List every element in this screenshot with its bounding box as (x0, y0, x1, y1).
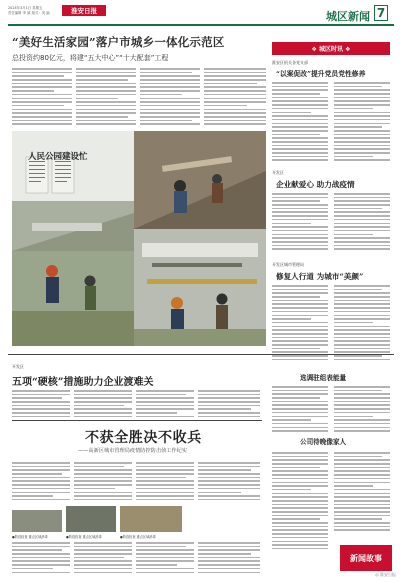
sidebar-kicker-2: 开发区 (272, 170, 284, 175)
sidebar-headline-2: 企业献爱心 助力战疫情 (276, 180, 355, 189)
lead-text-col-1 (12, 68, 72, 127)
right-text-col-2 (334, 386, 390, 434)
feature-subhead: ——高新区城市管理局疫情防控防击侦工作纪实 (78, 448, 187, 454)
sidebar-headline-1: “以案促改”提升党员党性修养 (276, 70, 366, 78)
feature-headline: 不获全胜决不收兵 (85, 430, 202, 446)
sidebar-headline-3: 修复人行道 为城市“美颜” (276, 272, 364, 281)
sidebar-text-col-3 (272, 193, 328, 252)
lower-kicker: 开发区 (12, 364, 24, 369)
sidebar-text-col-6 (334, 285, 390, 362)
right-headline-2: 公司待晚像家人 (300, 438, 347, 446)
feature-text-col-7 (136, 542, 194, 575)
right-text-col-4 (334, 452, 390, 533)
sidebar-text-col-4 (334, 193, 390, 252)
lower-text-col-4 (198, 390, 260, 423)
sidebar-kicker-1: 淮安区机关各党支部 (272, 60, 308, 65)
lower-text-col-3 (136, 390, 194, 423)
sidebar-text-col-2 (334, 82, 390, 163)
lead-text-col-4 (204, 68, 266, 127)
editor-line: 责任编辑 李 斌 版式：美 编 (8, 11, 50, 15)
feature-photo-caption-1: ●防疫检查 重点区域消毒 (12, 535, 48, 539)
lead-headline: “美好生活家园”落户市城乡一体化示范区 (12, 35, 225, 49)
page-number: 7 (374, 5, 388, 21)
date-line: 2024年3月1日 星期五 责任编辑 李 斌 版式：美 编 (8, 6, 50, 15)
lead-text-col-2 (76, 68, 136, 127)
sidebar-text-col-1 (272, 82, 328, 163)
right-headline-1: 选调驻组表能量 (300, 374, 347, 382)
section-title: 城区新闻 (326, 10, 370, 23)
lower-text-col-1 (12, 390, 70, 423)
feature-photo-1 (12, 510, 62, 532)
feature-text-col-5 (12, 542, 70, 575)
right-text-col-1 (272, 386, 328, 434)
section-divider (8, 354, 394, 355)
park-construction-photo (12, 131, 266, 346)
lower-text-col-2 (74, 390, 132, 423)
lower-divider (12, 420, 262, 421)
feature-text-col-1 (12, 462, 70, 503)
sidebar-banner: ❖ 城区时讯 ❖ (272, 42, 390, 55)
sidebar-text-col-5 (272, 285, 328, 362)
feature-text-col-6 (74, 542, 132, 575)
watermark: ◎ 淮安日报 (375, 572, 396, 577)
header-divider (8, 24, 394, 26)
lead-subhead: 总投资约80亿元，将建“五大中心”“十大配套”工程 (12, 54, 169, 62)
feature-photo-caption-3: ●防疫检查 重点区域消毒 (120, 535, 156, 539)
feature-text-col-8 (198, 542, 260, 575)
feature-photo-caption-2: ●防疫检查 重点区域消毒 (66, 535, 102, 539)
masthead-logo: 淮安日报 (62, 5, 106, 16)
right-text-col-3 (272, 452, 328, 552)
feature-text-col-2 (74, 462, 132, 503)
photo-caption: 人民公园建设忙 (28, 152, 88, 162)
sidebar-kicker-3: 开发区城市管理局 (272, 262, 304, 267)
feature-photo-2 (66, 506, 116, 532)
photo-collage-graphic (12, 131, 266, 346)
feature-text-col-4 (198, 462, 260, 503)
lower-headline: 五项“硬核”措施助力企业渡难关 (12, 377, 154, 388)
feature-photo-3 (120, 506, 182, 532)
feature-text-col-3 (136, 462, 194, 503)
news-story-badge: 新闻故事 (340, 545, 392, 571)
lead-text-col-3 (140, 68, 200, 127)
